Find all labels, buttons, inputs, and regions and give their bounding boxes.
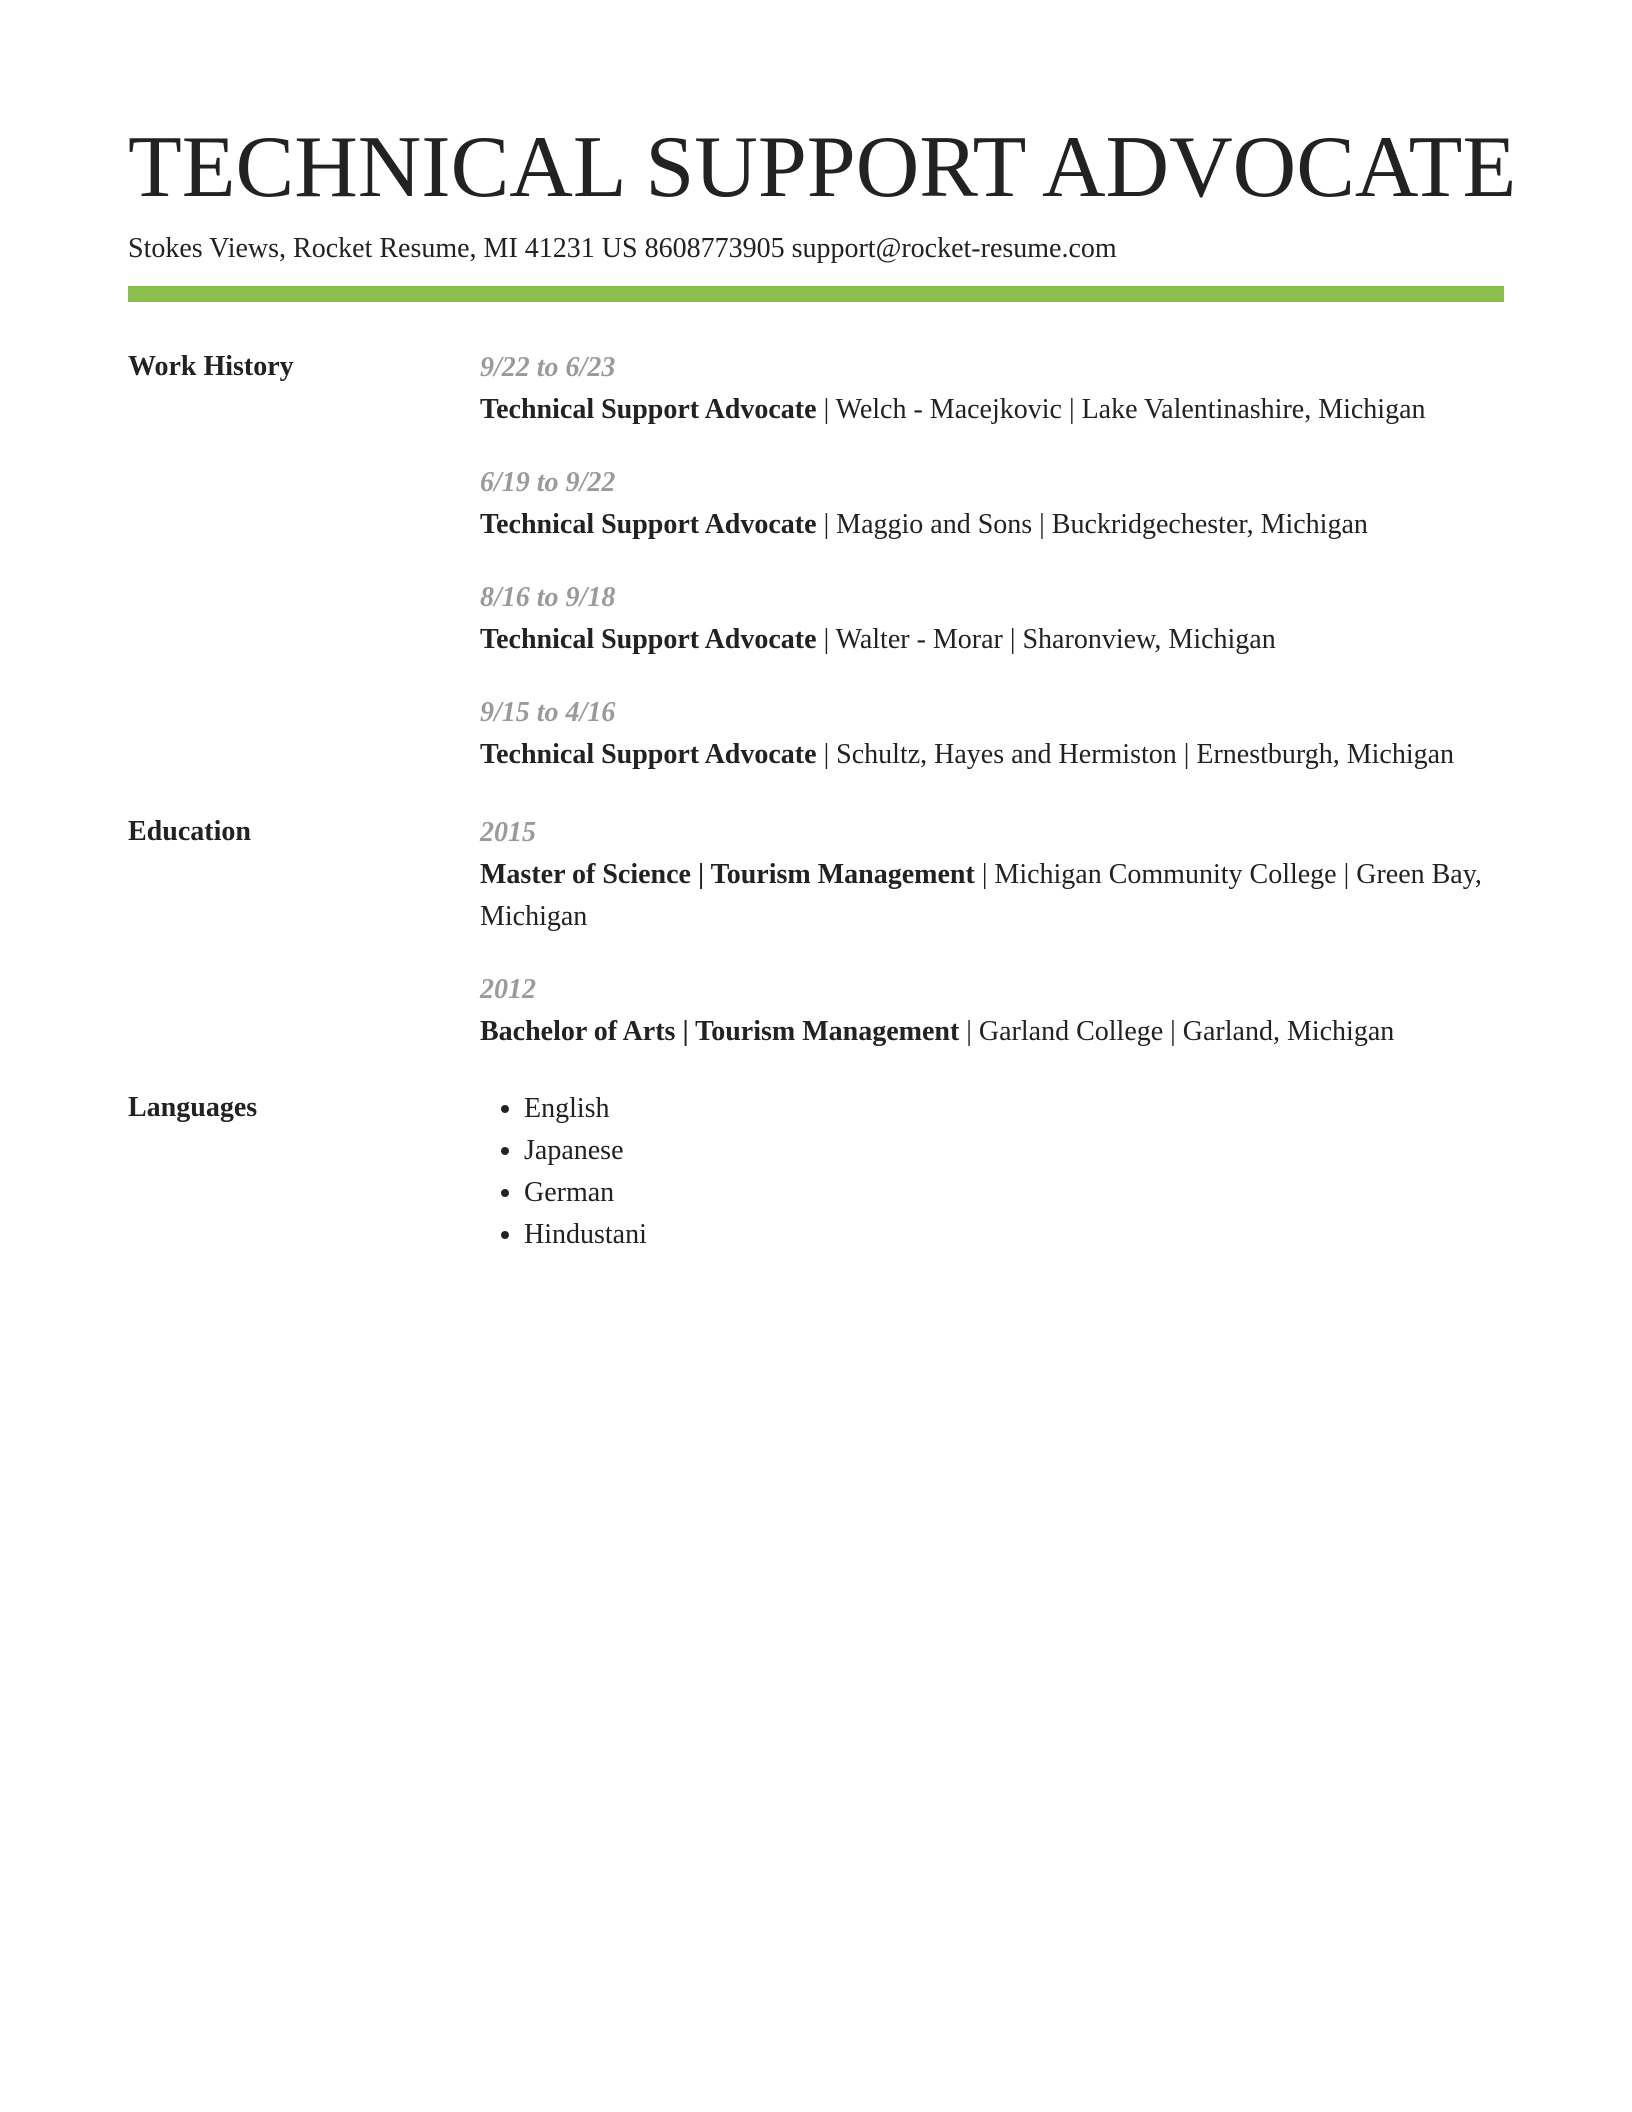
entry-details: | Walter - Morar | Sharonview, Michigan <box>816 624 1276 655</box>
section-label-languages: Languages <box>128 1092 258 1123</box>
entry-date: 9/15 to 4/16 <box>480 697 616 728</box>
list-item: • Hindustani <box>524 1214 1504 1256</box>
entry-line <box>480 504 1504 546</box>
entry-line <box>480 389 1504 431</box>
entry-details: | Maggio and Sons | Buckridgechester, Michigan <box>816 509 1368 540</box>
entry-line <box>480 734 1504 776</box>
entry-date: 6/19 to 9/22 <box>480 467 616 498</box>
work-entry <box>480 692 1504 776</box>
list-item: • German <box>524 1172 1504 1214</box>
list-item: • Japanese <box>524 1130 1504 1172</box>
entry-details: | Schultz, Hayes and Hermiston | Ernestburgh, Michigan <box>816 739 1455 770</box>
list-item: • English <box>524 1088 1504 1130</box>
entry-line <box>480 1011 1504 1053</box>
entry-role: Technical Support Advocate <box>480 624 817 655</box>
section-label-work-history: Work History <box>128 351 294 382</box>
entry-details: | Michigan Community College | Green Bay, Michigan <box>480 859 1482 932</box>
entry-line <box>480 854 1504 938</box>
entry-details: | Garland College | Garland, Michigan <box>959 1016 1395 1047</box>
entry-line <box>480 619 1504 661</box>
work-entry <box>480 577 1504 661</box>
work-entry <box>480 347 1504 431</box>
education-entry <box>480 812 1504 938</box>
contact-line: Stokes Views, Rocket Resume, MI 41231 US 8608773905 support@rocket-resume.com <box>128 233 1117 264</box>
entry-date: 2012 <box>480 974 536 1005</box>
entry-date: 8/16 to 9/18 <box>480 582 616 613</box>
entry-role: Technical Support Advocate <box>480 509 817 540</box>
section-label-education: Education <box>128 816 251 847</box>
education-entry <box>480 969 1504 1053</box>
entry-date: 2015 <box>480 817 536 848</box>
work-entry <box>480 462 1504 546</box>
entry-date: 9/22 to 6/23 <box>480 352 616 383</box>
languages-section <box>480 1088 1504 1256</box>
accent-divider <box>128 286 1504 302</box>
work-history-list <box>480 347 1504 776</box>
education-list <box>480 812 1504 1053</box>
entry-degree: Master of Science | Tourism Management <box>480 859 975 890</box>
entry-role: Technical Support Advocate <box>480 739 817 770</box>
resume-title: TECHNICAL SUPPORT ADVOCATE <box>128 119 1517 216</box>
entry-details: | Welch - Macejkovic | Lake Valentinashire, Michigan <box>816 394 1426 425</box>
entry-degree: Bachelor of Arts | Tourism Management <box>480 1016 960 1047</box>
languages-list <box>480 1088 1504 1256</box>
entry-role: Technical Support Advocate <box>480 394 817 425</box>
